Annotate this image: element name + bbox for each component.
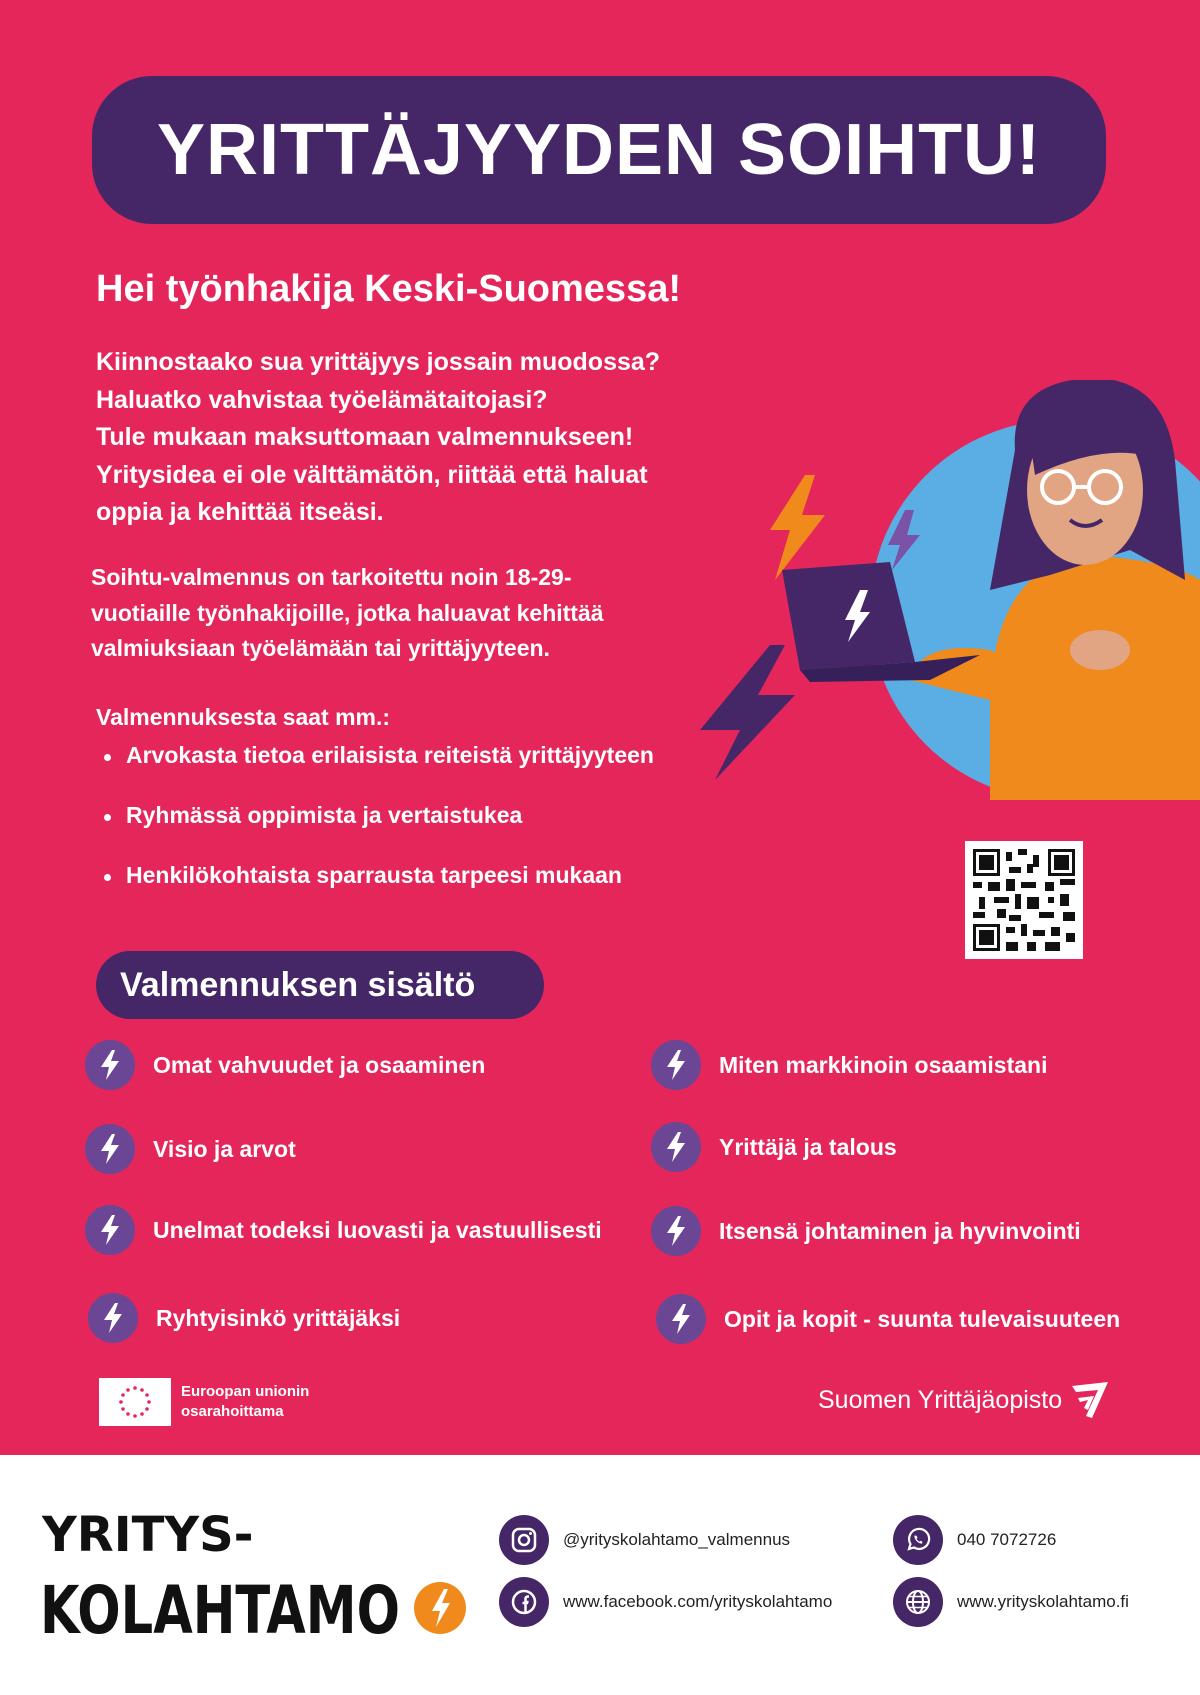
topic-label: Miten markkinoin osaamistani [719,1051,1048,1078]
topic-label: Ryhtyisinkö yrittäjäksi [156,1304,401,1331]
title-banner [92,76,1106,224]
section-title: Valmennuksen sisältö [120,965,476,1004]
topic-item [85,1124,296,1174]
intro-line: oppia ja kehittää itseäsi. [96,498,384,526]
sy-logo-text: Suomen Yrittäjäopisto [818,1385,1063,1414]
brand-bolt-icon [414,1582,466,1634]
yrityskolahtamo-logo [40,1503,470,1653]
facebook-url: www.facebook.com/yrityskolahtamo [563,1592,833,1611]
topic-item [651,1206,1081,1256]
topic-item [85,1040,485,1090]
description-text [91,560,711,667]
lightning-bolt-icon [85,1124,135,1174]
website-url: www.yrityskolahtamo.fi [957,1592,1129,1611]
intro-text [96,344,736,532]
lightning-bolt-icon [651,1040,701,1090]
lightning-bolt-icon [85,1205,135,1255]
description-line: vuotiaille työnhakijoille, jotka haluavat kehittää [91,599,604,626]
eu-funding-logo [99,1378,309,1426]
contact-facebook[interactable] [499,1577,832,1627]
lightning-bolt-icon [651,1122,701,1172]
section-heading-banner [96,951,544,1019]
lightning-bolt-icon [656,1294,706,1344]
brand-line-2: KOLAHTAMO [40,1572,400,1649]
topic-label: Opit ja kopit - suunta tulevaisuuteen [724,1305,1121,1332]
topic-item [85,1205,602,1255]
phone-number: 040 7072726 [957,1530,1057,1549]
instagram-handle: @yrityskolahtamo_valmennus [563,1530,791,1549]
description-line: Soihtu-valmennus on tarkoitettu noin 18-29- [91,564,572,590]
qr-code[interactable] [965,841,1083,959]
person-laptop-illustration [690,380,1200,800]
sy-emblem-icon [1070,1382,1110,1418]
facebook-icon [499,1577,549,1627]
eu-text-line: osarahoittama [181,1403,284,1420]
lightning-bolt-icon [88,1293,138,1343]
benefit-item: Henkilökohtaista sparrausta tarpeesi mukaan [102,862,654,922]
intro-line: Kiinnostaako sua yrittäjyys jossain muodossa? [96,348,661,376]
topic-item [88,1293,400,1343]
intro-line: Tule mukaan maksuttomaan valmennukseen! [96,423,634,451]
description-line: valmiuksiaan työelämään tai yrittäjyyteen. [91,635,550,661]
instagram-icon [499,1515,549,1565]
topic-label: Itsensä johtaminen ja hyvinvointi [719,1217,1081,1244]
topic-label: Unelmat todeksi luovasti ja vastuullisesti [153,1216,602,1243]
greeting-heading: Hei työnhakija Keski-Suomessa! [96,268,681,310]
suomen-yrittajaopisto-logo [818,1382,1110,1418]
topic-label: Yrittäjä ja talous [719,1133,897,1160]
large-purple-bolt-icon [700,645,795,780]
topic-item [651,1040,1047,1090]
topic-label: Visio ja arvot [153,1135,296,1162]
globe-icon [893,1577,943,1627]
eu-stars-icon [99,1378,171,1426]
topic-label: Omat vahvuudet ja osaaminen [153,1051,486,1078]
whatsapp-icon [893,1515,943,1565]
lightning-bolt-icon [651,1206,701,1256]
contact-phone[interactable] [893,1515,1056,1565]
contact-instagram[interactable] [499,1515,790,1565]
benefit-item: Ryhmässä oppimista ja vertaistukea [102,802,654,862]
benefits-list [102,742,654,922]
topic-item [656,1294,1120,1344]
lightning-bolt-icon [85,1040,135,1090]
orange-bolt-icon [770,475,825,580]
qr-code-pattern [973,849,1075,951]
contact-website[interactable] [893,1577,1129,1627]
topic-item [651,1122,897,1172]
benefits-label: Valmennuksesta saat mm.: [96,704,391,730]
benefit-item: Arvokasta tietoa erilaisista reiteistä yrittäjyyteen [102,742,654,802]
page-title: YRITTÄJYYDEN SOIHTU! [156,110,1042,190]
intro-line: Yritysidea ei ole välttämätön, riittää että haluat [96,460,648,489]
brand-line-1: YRITYS- [42,1507,254,1563]
eu-text-line: Euroopan unionin [181,1383,310,1400]
intro-line: Haluatko vahvistaa työelämätaitojasi? [96,385,548,414]
